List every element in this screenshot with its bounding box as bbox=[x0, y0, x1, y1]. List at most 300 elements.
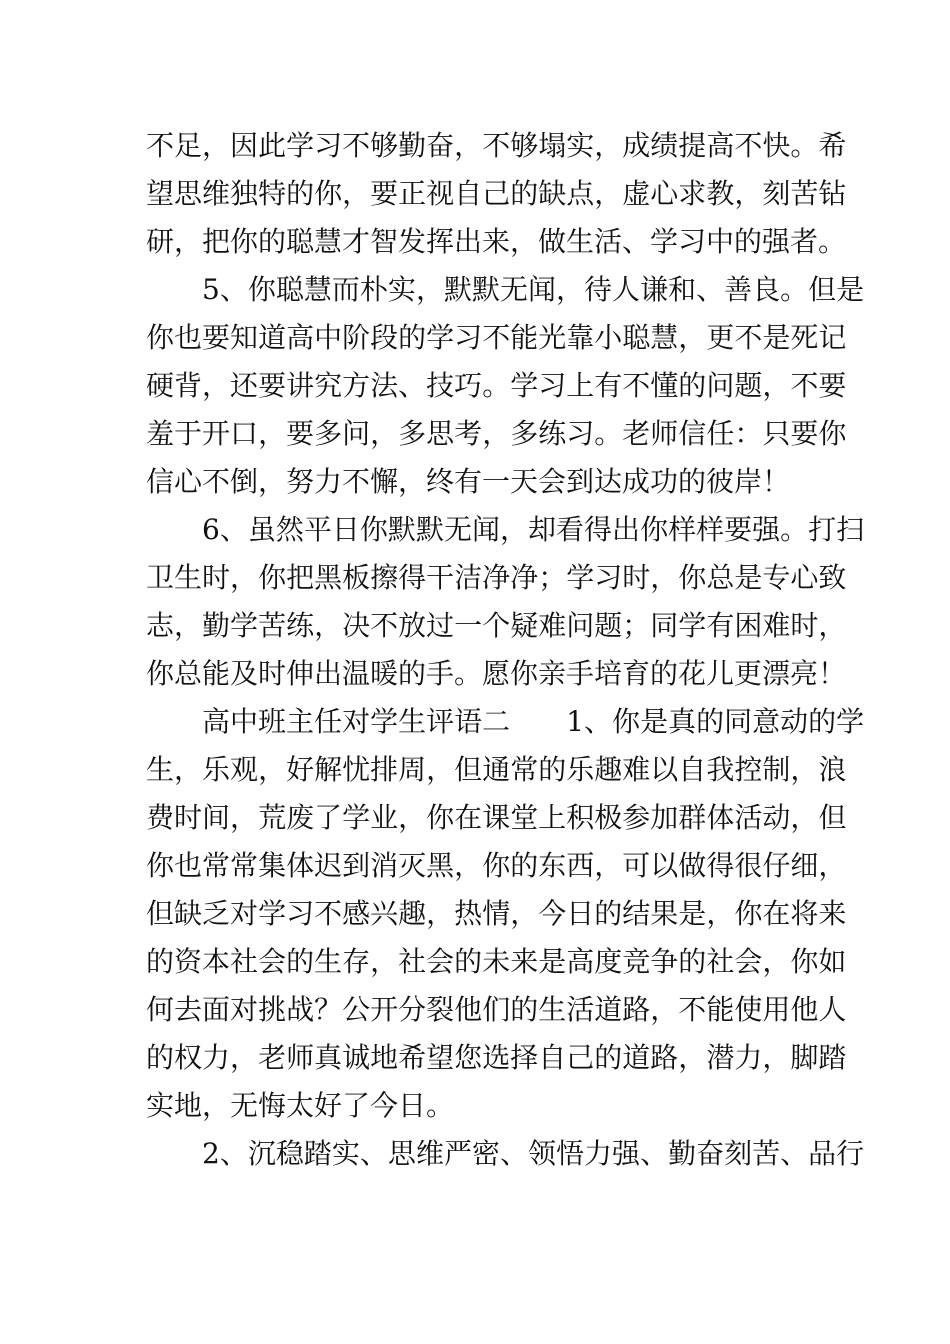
text-char: 开 bbox=[202, 417, 231, 450]
text-char: ， bbox=[258, 753, 287, 786]
text-char: 实 bbox=[331, 1137, 360, 1170]
text-char: 诚 bbox=[342, 1041, 371, 1074]
text-char: 慧 bbox=[303, 273, 332, 306]
text-char: 的 bbox=[678, 369, 707, 402]
text-char: 究 bbox=[314, 369, 343, 402]
text-char: 感 bbox=[342, 897, 371, 930]
text-char: 成 bbox=[622, 129, 651, 162]
text-char: 难 bbox=[762, 609, 791, 642]
text-char: 学 bbox=[370, 705, 399, 738]
text-char: 日 bbox=[566, 897, 595, 930]
text-char: 业 bbox=[370, 801, 399, 834]
text-char: 选 bbox=[482, 1041, 511, 1074]
text-char: 人 bbox=[612, 273, 641, 306]
text-char: 但 bbox=[818, 801, 847, 834]
text-char: 通 bbox=[482, 753, 511, 786]
text-char: ， bbox=[556, 273, 585, 306]
text-char: 中 bbox=[230, 705, 259, 738]
text-char: 老 bbox=[258, 1041, 287, 1074]
text-char: ， bbox=[790, 801, 819, 834]
text-char: 裂 bbox=[426, 993, 455, 1026]
text-char: ， bbox=[230, 561, 259, 594]
text-char: 强 bbox=[612, 1137, 641, 1170]
text-char: 的 bbox=[146, 1041, 175, 1074]
text-char: 多 bbox=[398, 417, 427, 450]
text-char: 足 bbox=[174, 129, 203, 162]
text-char: 默 bbox=[471, 273, 500, 306]
text-char: 动 bbox=[780, 705, 809, 738]
text-char: ， bbox=[202, 129, 231, 162]
text-char: 去 bbox=[174, 993, 203, 1026]
text-char: 的 bbox=[454, 945, 483, 978]
text-char: 道 bbox=[594, 993, 623, 1026]
text-char: 意 bbox=[752, 705, 781, 738]
text-char: 极 bbox=[594, 801, 623, 834]
text-char: 体 bbox=[706, 801, 735, 834]
text-char: 真 bbox=[314, 1041, 343, 1074]
text-char: 然 bbox=[275, 513, 304, 546]
text-char: 群 bbox=[678, 801, 707, 834]
text-char: ； bbox=[622, 609, 651, 642]
text-char: 志 bbox=[146, 609, 175, 642]
text-char: 能 bbox=[510, 321, 539, 354]
text-char: 打 bbox=[808, 513, 837, 546]
text-char: 教 bbox=[706, 177, 735, 210]
text-char: 乐 bbox=[566, 753, 595, 786]
text-char: 你 bbox=[426, 801, 455, 834]
text-char: 题 bbox=[734, 369, 763, 402]
text-char: 有 bbox=[706, 609, 735, 642]
text-char: 缺 bbox=[174, 897, 203, 930]
text-char: 还 bbox=[230, 369, 259, 402]
text-char: 扫 bbox=[836, 513, 865, 546]
text-char: 行 bbox=[836, 1137, 865, 1170]
text-char: 到 bbox=[342, 849, 371, 882]
text-char: 思 bbox=[426, 417, 455, 450]
text-char: 希 bbox=[398, 1041, 427, 1074]
text-char: 特 bbox=[258, 177, 287, 210]
text-char: 不 bbox=[734, 129, 763, 162]
text-char: ， bbox=[594, 177, 623, 210]
text-char: 6 bbox=[202, 513, 220, 546]
text-char: 望 bbox=[146, 177, 175, 210]
text-char: 社 bbox=[398, 945, 427, 978]
text-char: 净 bbox=[482, 561, 511, 594]
text-char: ， bbox=[370, 945, 399, 978]
text-char: 时 bbox=[174, 801, 203, 834]
text-char: 的 bbox=[510, 177, 539, 210]
text-line bbox=[146, 1130, 865, 1178]
text-char: ， bbox=[762, 1041, 791, 1074]
text-char: 而 bbox=[331, 273, 360, 306]
text-char: 求 bbox=[678, 177, 707, 210]
text-char: ， bbox=[594, 129, 623, 162]
text-char: 难 bbox=[538, 609, 567, 642]
text-char: 社 bbox=[230, 945, 259, 978]
text-char: 思 bbox=[387, 1137, 416, 1170]
text-char: ， bbox=[174, 609, 203, 642]
text-char: 体 bbox=[286, 849, 315, 882]
text-char: 资 bbox=[174, 945, 203, 978]
text-char: 谦 bbox=[640, 273, 669, 306]
text-char: 能 bbox=[706, 993, 735, 1026]
text-char: 要 bbox=[724, 513, 753, 546]
text-char: 课 bbox=[482, 801, 511, 834]
text-char: 你 bbox=[818, 417, 847, 450]
text-char: ； bbox=[538, 561, 567, 594]
text-char: 你 bbox=[734, 897, 763, 930]
text-char: 不 bbox=[678, 993, 707, 1026]
text-char: 地 bbox=[370, 1041, 399, 1074]
text-char: 道 bbox=[622, 1041, 651, 1074]
text-char: 脚 bbox=[790, 1041, 819, 1074]
text-char: 人 bbox=[818, 993, 847, 1026]
text-char: 苦 bbox=[790, 177, 819, 210]
text-char: 讲 bbox=[286, 369, 315, 402]
text-char: 的 bbox=[808, 705, 837, 738]
text-char: 的 bbox=[538, 753, 567, 786]
text-char: 活 bbox=[566, 993, 595, 1026]
text-char: 羞 bbox=[146, 417, 175, 450]
text-char: 路 bbox=[622, 993, 651, 1026]
text-char: 习 bbox=[594, 561, 623, 594]
text-char: 知 bbox=[230, 321, 259, 354]
text-char: 语 bbox=[454, 705, 483, 738]
text-char: 出 bbox=[612, 513, 641, 546]
text-char: 要 bbox=[202, 321, 231, 354]
text-char: 费 bbox=[146, 801, 175, 834]
text-line bbox=[146, 842, 847, 890]
text-char: 闻 bbox=[471, 513, 500, 546]
text-char: 是 bbox=[538, 945, 567, 978]
text-char: 我 bbox=[706, 753, 735, 786]
text-char: 灭 bbox=[398, 849, 427, 882]
text-char: 迟 bbox=[314, 849, 343, 882]
text-char: 他 bbox=[790, 993, 819, 1026]
text-char: 班 bbox=[258, 705, 287, 738]
text-char: 够 bbox=[370, 129, 399, 162]
text-char: 动 bbox=[762, 801, 791, 834]
text-char: 学 bbox=[286, 129, 315, 162]
text-char: 本 bbox=[202, 945, 231, 978]
text-char: ， bbox=[734, 177, 763, 210]
text-char: 你 bbox=[612, 705, 641, 738]
text-char: 自 bbox=[538, 1041, 567, 1074]
text-char: 和 bbox=[668, 273, 697, 306]
text-char: 踏 bbox=[303, 1137, 332, 1170]
text-char: 勤 bbox=[202, 609, 231, 642]
text-char: 结 bbox=[622, 897, 651, 930]
text-char: 的 bbox=[398, 321, 427, 354]
text-char: 问 bbox=[706, 369, 735, 402]
text-char: 你 bbox=[678, 561, 707, 594]
text-char: 够 bbox=[510, 129, 539, 162]
text-char: 把 bbox=[286, 561, 315, 594]
text-char: 来 bbox=[510, 945, 539, 978]
text-char: 希 bbox=[818, 129, 847, 162]
text-char: 堂 bbox=[510, 801, 539, 834]
text-char: 法 bbox=[370, 369, 399, 402]
text-char: 小 bbox=[594, 321, 623, 354]
text-char: 制 bbox=[762, 753, 791, 786]
text-char: ， bbox=[174, 753, 203, 786]
text-char: 情 bbox=[482, 897, 511, 930]
text-char: 默 bbox=[415, 513, 444, 546]
text-char: 高 bbox=[202, 705, 231, 738]
text-char: 但 bbox=[808, 273, 837, 306]
text-char: 提 bbox=[678, 129, 707, 162]
text-char: 思 bbox=[174, 177, 203, 210]
text-char: 净 bbox=[510, 561, 539, 594]
text-char: 时 bbox=[622, 561, 651, 594]
text-char: 的 bbox=[510, 849, 539, 882]
text-line bbox=[146, 986, 847, 1034]
text-char: 会 bbox=[258, 945, 287, 978]
text-char: 板 bbox=[342, 561, 371, 594]
text-char: ， bbox=[314, 609, 343, 642]
text-char: 如 bbox=[818, 945, 847, 978]
text-char: ， bbox=[706, 897, 735, 930]
text-char bbox=[510, 698, 538, 746]
text-char: 生 bbox=[174, 561, 203, 594]
text-char: 度 bbox=[594, 945, 623, 978]
text-char: 点 bbox=[566, 177, 595, 210]
text-char: 疑 bbox=[510, 609, 539, 642]
text-char: 待 bbox=[584, 273, 613, 306]
text-char: 生 bbox=[314, 945, 343, 978]
text-char: 权 bbox=[174, 1041, 203, 1074]
text-char: 要 bbox=[370, 177, 399, 210]
text-line bbox=[146, 698, 865, 746]
text-char: 习 bbox=[286, 897, 315, 930]
document-body-text bbox=[146, 122, 865, 1178]
text-char: 得 bbox=[706, 849, 735, 882]
text-line: 实地，无悔太好了今日。 bbox=[146, 1089, 455, 1122]
text-char: 勤 bbox=[398, 129, 427, 162]
text-char: 对 bbox=[230, 897, 259, 930]
text-char: ， bbox=[818, 849, 847, 882]
text-char: 东 bbox=[538, 849, 567, 882]
text-char: 勤 bbox=[668, 1137, 697, 1170]
text-char: 专 bbox=[762, 561, 791, 594]
text-char: 硬 bbox=[146, 369, 175, 402]
text-char: 的 bbox=[594, 897, 623, 930]
text-char: 学 bbox=[510, 369, 539, 402]
text-char: 洁 bbox=[454, 561, 483, 594]
text-char: 果 bbox=[650, 897, 679, 930]
text-char: 习 bbox=[566, 417, 595, 450]
text-char: 朴 bbox=[359, 273, 388, 306]
text-char: 以 bbox=[650, 849, 679, 882]
text-char: 排 bbox=[370, 753, 399, 786]
text-char: 未 bbox=[482, 945, 511, 978]
text-char: 靠 bbox=[566, 321, 595, 354]
text-char: ： bbox=[734, 417, 763, 450]
text-char: 中 bbox=[314, 321, 343, 354]
text-char: 评 bbox=[426, 705, 455, 738]
text-char: 不 bbox=[622, 369, 651, 402]
text-char: ， bbox=[650, 561, 679, 594]
text-char: 样 bbox=[668, 513, 697, 546]
text-char: 上 bbox=[538, 801, 567, 834]
text-char: 对 bbox=[342, 705, 371, 738]
text-char: 会 bbox=[426, 945, 455, 978]
text-char: 1 bbox=[566, 705, 585, 738]
text-char: 兴 bbox=[370, 897, 399, 930]
text-char: 领 bbox=[528, 1137, 557, 1170]
text-char: 常 bbox=[510, 753, 539, 786]
text-char: 黑 bbox=[314, 561, 343, 594]
text-char: 样 bbox=[696, 513, 725, 546]
text-char: 苦 bbox=[258, 609, 287, 642]
text-char: 生 bbox=[398, 705, 427, 738]
text-char: 视 bbox=[426, 177, 455, 210]
text-line bbox=[146, 602, 847, 650]
text-char: 高 bbox=[706, 129, 735, 162]
text-char: 苦 bbox=[752, 1137, 781, 1170]
text-line bbox=[146, 938, 847, 986]
text-char: 默 bbox=[443, 273, 472, 306]
text-char: 虚 bbox=[622, 177, 651, 210]
text-char: 总 bbox=[706, 561, 735, 594]
text-char: 将 bbox=[790, 897, 819, 930]
text-char: 慧 bbox=[650, 321, 679, 354]
text-char: 望 bbox=[426, 1041, 455, 1074]
text-char: ， bbox=[415, 273, 444, 306]
text-char: 要 bbox=[818, 369, 847, 402]
text-char: 心 bbox=[790, 561, 819, 594]
text-char: 你 bbox=[146, 321, 175, 354]
text-char: 刻 bbox=[724, 1137, 753, 1170]
text-line: 信心不倒，努力不懈，终有一天会到达成功的彼岸！ bbox=[146, 465, 791, 498]
text-char: 品 bbox=[808, 1137, 837, 1170]
text-char: 自 bbox=[678, 753, 707, 786]
text-char: ， bbox=[650, 993, 679, 1026]
text-char: 道 bbox=[258, 321, 287, 354]
text-char: 奋 bbox=[426, 129, 455, 162]
text-char: ， bbox=[398, 801, 427, 834]
text-char: 问 bbox=[342, 417, 371, 450]
text-char: 你 bbox=[640, 513, 669, 546]
text-char: 默 bbox=[387, 513, 416, 546]
text-char: 平 bbox=[303, 513, 332, 546]
text-char: 同 bbox=[724, 705, 753, 738]
text-char: 、 bbox=[640, 1137, 669, 1170]
text-char: 。 bbox=[780, 273, 809, 306]
text-char: ， bbox=[510, 897, 539, 930]
text-char: 却 bbox=[528, 513, 557, 546]
text-char: 卫 bbox=[146, 561, 175, 594]
text-char: 废 bbox=[286, 801, 315, 834]
text-char: ， bbox=[454, 129, 483, 162]
text-char: 死 bbox=[790, 321, 819, 354]
text-char: 消 bbox=[370, 849, 399, 882]
text-char: 也 bbox=[174, 849, 203, 882]
text-char: 社 bbox=[706, 945, 735, 978]
text-line bbox=[146, 506, 865, 554]
text-char: 良 bbox=[752, 273, 781, 306]
text-char: 学 bbox=[342, 801, 371, 834]
text-char: 不 bbox=[482, 129, 511, 162]
text-char: ， bbox=[230, 1041, 259, 1074]
text-char: 竞 bbox=[622, 945, 651, 978]
text-char: 决 bbox=[342, 609, 371, 642]
text-char: 正 bbox=[398, 177, 427, 210]
text-char: 多 bbox=[314, 417, 343, 450]
text-char: 常 bbox=[202, 849, 231, 882]
text-char: 过 bbox=[426, 609, 455, 642]
text-char: 力 bbox=[584, 1137, 613, 1170]
text-char: 生 bbox=[538, 993, 567, 1026]
text-char: 巧 bbox=[454, 369, 483, 402]
text-char: 黑 bbox=[426, 849, 455, 882]
text-char: 踏 bbox=[818, 1041, 847, 1074]
text-line: 你总能及时伸出温暖的手。愿你亲手培育的花儿更漂亮！ bbox=[146, 657, 847, 690]
text-char: 阶 bbox=[342, 321, 371, 354]
text-char: 的 bbox=[510, 993, 539, 1026]
text-char: 无 bbox=[443, 513, 472, 546]
text-char: 路 bbox=[650, 1041, 679, 1074]
text-char: 善 bbox=[724, 273, 753, 306]
text-char: 要 bbox=[286, 417, 315, 450]
text-char: ， bbox=[790, 753, 819, 786]
text-line bbox=[146, 890, 847, 938]
text-char: 擦 bbox=[370, 561, 399, 594]
text-line bbox=[146, 170, 847, 218]
text-char: 。 bbox=[594, 417, 623, 450]
text-char: 沉 bbox=[247, 1137, 276, 1170]
text-char: 要 bbox=[790, 417, 819, 450]
text-char: 问 bbox=[566, 609, 595, 642]
text-char: 争 bbox=[650, 945, 679, 978]
text-char: 乐 bbox=[202, 753, 231, 786]
text-char: 题 bbox=[594, 609, 623, 642]
text-char: 力 bbox=[734, 1041, 763, 1074]
text-char: 时 bbox=[790, 609, 819, 642]
text-char: ， bbox=[678, 321, 707, 354]
text-char: 习 bbox=[314, 129, 343, 162]
text-char: 因 bbox=[230, 129, 259, 162]
text-char: 你 bbox=[146, 849, 175, 882]
text-char: 不 bbox=[790, 369, 819, 402]
text-char: 观 bbox=[230, 753, 259, 786]
text-char: 同 bbox=[650, 609, 679, 642]
text-char: 学 bbox=[566, 561, 595, 594]
text-char: 练 bbox=[286, 609, 315, 642]
text-char: ， bbox=[342, 177, 371, 210]
text-char: 西 bbox=[566, 849, 595, 882]
text-char: 、 bbox=[219, 513, 248, 546]
text-char: 、 bbox=[219, 1137, 248, 1170]
text-char: 、 bbox=[359, 1137, 388, 1170]
text-char: 只 bbox=[762, 417, 791, 450]
text-char: 但 bbox=[454, 753, 483, 786]
text-char: 上 bbox=[566, 369, 595, 402]
text-char: 不 bbox=[314, 897, 343, 930]
text-char: 很 bbox=[734, 849, 763, 882]
text-char: 是 bbox=[734, 561, 763, 594]
text-char: 严 bbox=[443, 1137, 472, 1170]
text-char: 但 bbox=[146, 897, 175, 930]
text-char: 5 bbox=[202, 273, 220, 306]
text-char: 聪 bbox=[275, 273, 304, 306]
text-char: 生 bbox=[146, 753, 175, 786]
text-char: 刻 bbox=[762, 177, 791, 210]
text-char: 了 bbox=[314, 801, 343, 834]
text-char: 的 bbox=[146, 945, 175, 978]
text-char: 稳 bbox=[275, 1137, 304, 1170]
text-line bbox=[146, 746, 847, 794]
